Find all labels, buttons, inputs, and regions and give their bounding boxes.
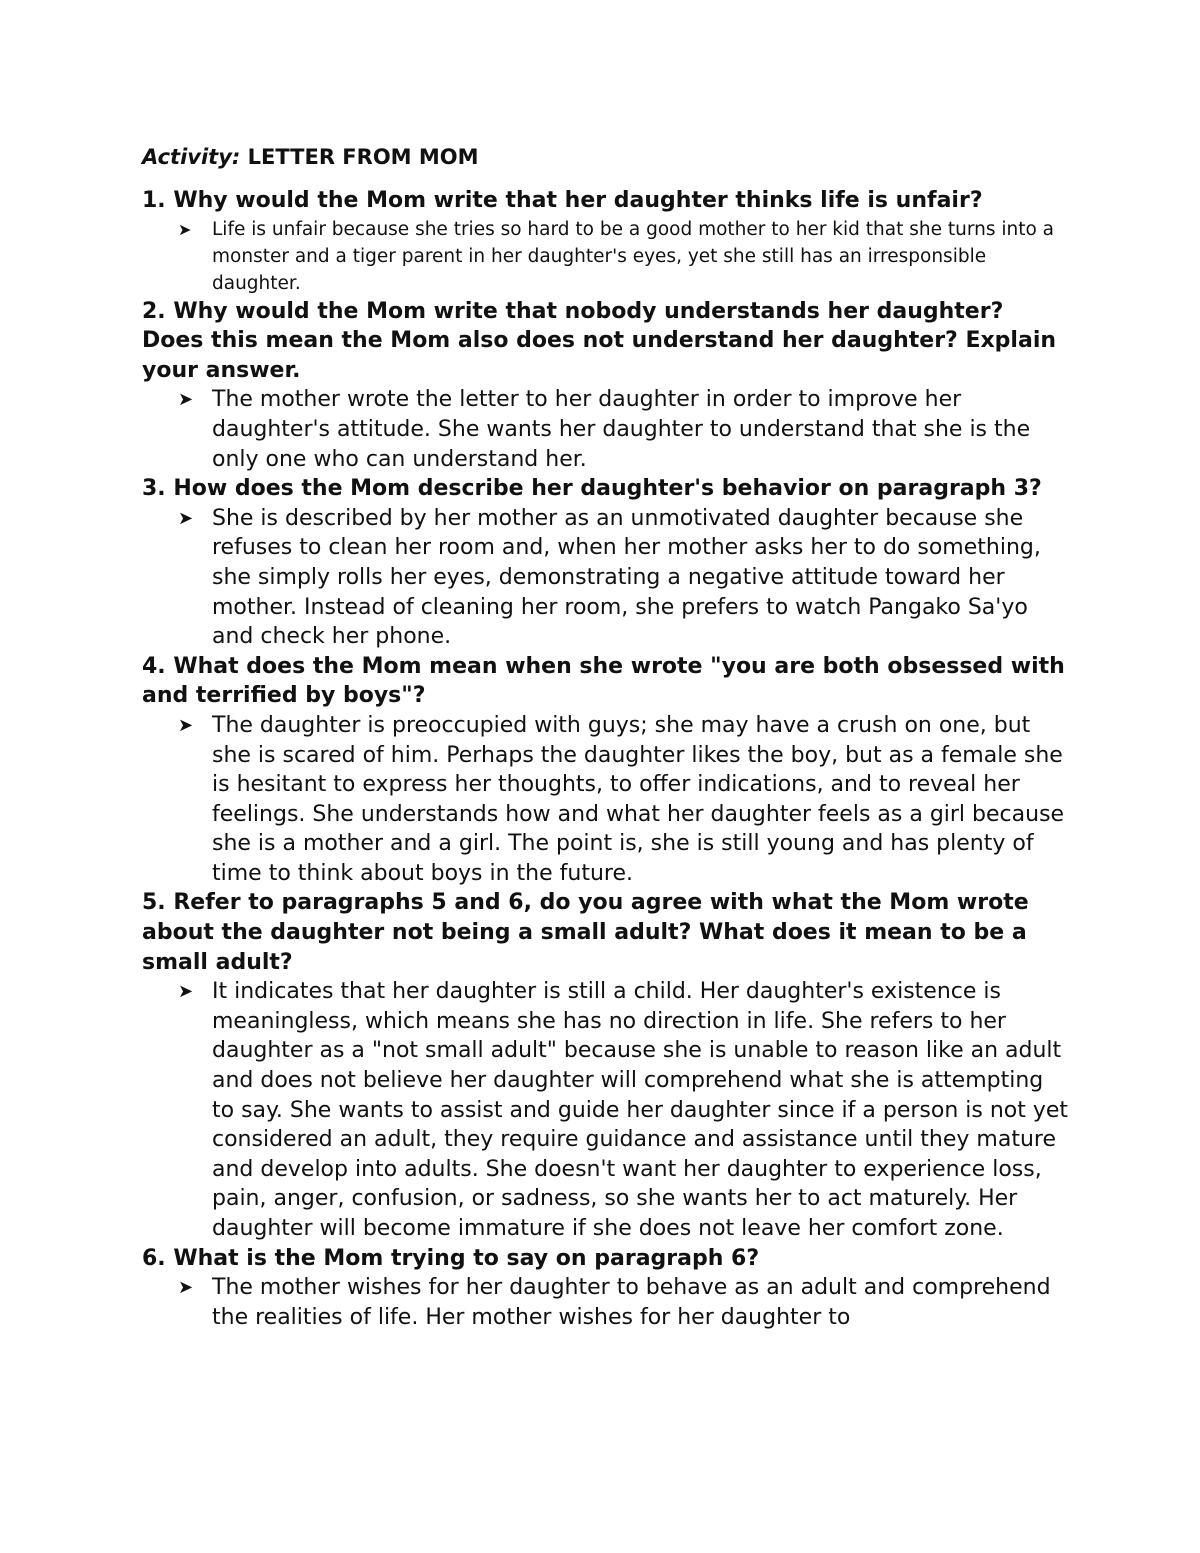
question-number: 5.	[142, 890, 166, 916]
arrowhead-bullet-icon: ➤	[178, 981, 194, 1003]
question-text: Why would the Mom write that nobody understands her daughter? Does this mean the Mom also does not understand her daughter? Explain your answer.	[142, 298, 1057, 383]
question-2	[142, 297, 1072, 386]
answer-1	[142, 216, 1072, 297]
answer-5	[142, 977, 1072, 1243]
question-6	[142, 1244, 1072, 1274]
question-text: What is the Mom trying to say on paragraph 6?	[173, 1245, 760, 1271]
question-number: 4.	[142, 653, 166, 679]
answer-3	[142, 504, 1072, 652]
answer-text: The mother wrote the letter to her daughter in order to improve her daughter's attitude. She wants her daughter to understand that she is the only one who can understand her.	[212, 387, 1031, 472]
answer-2	[142, 385, 1072, 474]
arrowhead-bullet-icon: ➤	[178, 219, 192, 239]
question-3	[142, 474, 1072, 504]
question-text: Refer to paragraphs 5 and 6, do you agree with what the Mom wrote about the daughter not being a small adult? What does it mean to be a small adult?	[142, 890, 1029, 975]
question-1	[142, 186, 1072, 216]
answer-text: The daughter is preoccupied with guys; she may have a crush on one, but she is scared of him. Perhaps the daughter likes the boy, but as a female she is hesitant to express her thoughts, to offer indications, and to reveal her feelings. She understands how and what her daughter feels as a girl because she is a mother and a girl. The point is, she is still young and has plenty of time to think about boys in the future.	[212, 712, 1065, 886]
question-text: How does the Mom describe her daughter's behavior on paragraph 3?	[173, 476, 1042, 502]
document-title	[142, 142, 1072, 172]
arrowhead-bullet-icon: ➤	[178, 507, 194, 529]
question-text: Why would the Mom write that her daughter thinks life is unfair?	[173, 188, 983, 213]
answer-4	[142, 711, 1072, 889]
arrowhead-bullet-icon: ➤	[178, 1277, 194, 1299]
question-4	[142, 652, 1072, 711]
answer-text: She is described by her mother as an unmotivated daughter because she refuses to clean her room and, when her mother asks her to do something, she simply rolls her eyes, demonstrating a negative attitude toward her mother. Instead of cleaning her room, she prefers to watch Pangako Sa'yo and check her phone.	[212, 505, 1041, 650]
answer-text: It indicates that her daughter is still a child. Her daughter's existence is meaningless, which means she has no direction in life. She refers to her daughter as a "not small adult" because she is unable to reason like an adult and does not believe her daughter will comprehend what she is attempting to say. She wants to assist and guide her daughter since if a person is not yet considered an adult, they require guidance and assistance until they mature and develop into adults. She doesn't want her daughter to experience loss, pain, anger, confusion, or sadness, so she wants her to act maturely. Her daughter will become immature if she does not leave her comfort zone.	[212, 979, 1069, 1241]
question-number: 1.	[142, 188, 166, 213]
arrowhead-bullet-icon: ➤	[178, 714, 194, 736]
question-number: 3.	[142, 476, 166, 502]
answer-text: The mother wishes for her daughter to behave as an adult and comprehend the realities of life. Her mother wishes for her daughter to	[212, 1275, 1051, 1330]
question-number: 2.	[142, 298, 166, 324]
question-5	[142, 888, 1072, 977]
question-number: 6.	[142, 1245, 166, 1271]
document-page	[142, 142, 1072, 1332]
question-text: What does the Mom mean when she wrote "you are both obsessed with and terrified by boys"?	[142, 653, 1065, 709]
answer-6	[142, 1273, 1072, 1332]
answer-text: Life is unfair because she tries so hard to be a good mother to her kid that she turns into a monster and a tiger parent in her daughter's eyes, yet she still has an irresponsible daughter.	[212, 218, 1055, 294]
title-lead: Activity:	[142, 145, 241, 169]
arrowhead-bullet-icon: ➤	[178, 389, 194, 411]
title-text: LETTER FROM MOM	[247, 145, 479, 169]
